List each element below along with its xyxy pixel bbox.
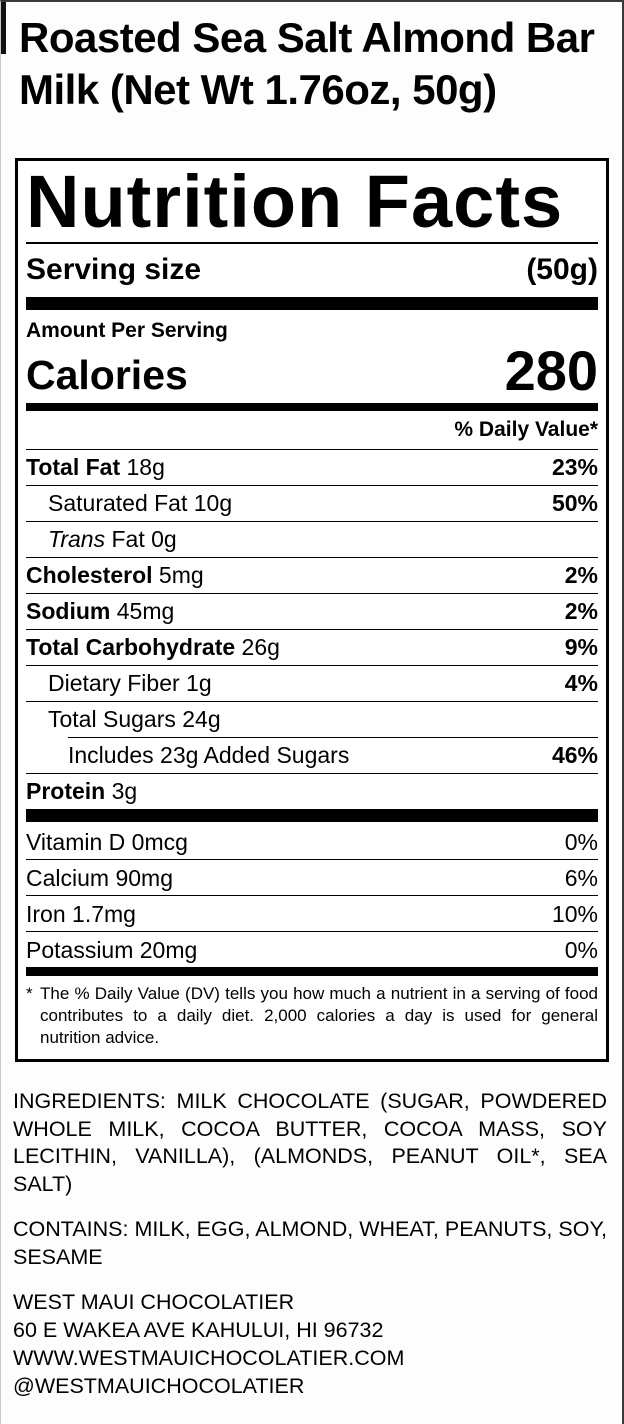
- nutrition-facts-panel: [15, 158, 609, 1062]
- nutrient-name: Total Carbohydrate: [26, 634, 236, 661]
- row-saturated-fat: [26, 485, 598, 521]
- nutrient-dv: 10%: [551, 900, 598, 927]
- nutrient-name: Vitamin D 0mcg: [26, 828, 188, 855]
- company-website: WWW.WESTMAUICHOCOLATIER.COM: [13, 1346, 405, 1371]
- nutrient-dv: 0%: [564, 936, 598, 963]
- nutrient-amount: Fat 0g: [111, 526, 177, 553]
- nutrient-amount: 3g: [111, 778, 138, 805]
- nutrient-dv: 23%: [551, 454, 598, 481]
- nutrient-dv: 46%: [551, 742, 598, 769]
- row-total-fat: [26, 449, 598, 485]
- row-dietary-fiber: [26, 665, 598, 701]
- row-calcium: [26, 859, 598, 895]
- nutrient-dv: 4%: [564, 670, 598, 697]
- row-protein: [26, 773, 598, 809]
- nutrient-name: Dietary Fiber: [48, 670, 180, 697]
- nutrient-name: Includes 23g Added Sugars: [68, 742, 350, 769]
- row-iron: [26, 895, 598, 931]
- nutrient-amount: 26g: [241, 634, 280, 661]
- company-name: WEST MAUI CHOCOLATIER: [13, 1290, 295, 1315]
- serving-size-label: Serving size: [26, 253, 202, 287]
- row-total-sugars: [26, 701, 598, 737]
- footnote-asterisk: *: [26, 984, 33, 1004]
- product-title: [1, 2, 622, 116]
- company-address: 60 E WAKEA AVE KAHULUI, HI 96732: [13, 1318, 384, 1343]
- thick-divider: [26, 809, 598, 822]
- medium-divider: [26, 403, 598, 411]
- row-cholesterol: [26, 557, 598, 593]
- nutrient-dv: 2%: [564, 562, 598, 589]
- nutrient-name: Total Fat: [26, 454, 121, 481]
- daily-value-footnote: [26, 976, 598, 1051]
- nutrient-dv: 6%: [564, 864, 598, 891]
- serving-size-value: (50g): [526, 253, 598, 287]
- thick-divider: [26, 297, 598, 310]
- manufacturer-info: [13, 1288, 607, 1400]
- daily-value-header: % Daily Value*: [454, 417, 598, 441]
- nutrient-amount: 5mg: [158, 562, 204, 589]
- nutrient-amount: 24g: [182, 706, 221, 733]
- allergens-text: CONTAINS: MILK, EGG, ALMOND, WHEAT, PEANUTS, SOY, SESAME: [13, 1217, 607, 1269]
- nutrient-amount: 1g: [186, 670, 212, 697]
- calories-row: [26, 339, 598, 403]
- nutrient-name: Potassium 20mg: [26, 936, 198, 963]
- product-title-line1: Roasted Sea Salt Almond Bar: [19, 14, 595, 61]
- nutrient-name: Saturated Fat: [48, 490, 188, 517]
- row-trans-fat: [26, 521, 598, 557]
- nutrient-dv: 50%: [551, 490, 598, 517]
- nutrient-amount: 45mg: [116, 598, 175, 625]
- nutrient-name: Calcium 90mg: [26, 864, 173, 891]
- row-sodium: [26, 593, 598, 629]
- row-vitamin-d: [26, 822, 598, 860]
- nutrient-name: Cholesterol: [26, 562, 153, 589]
- nutrient-name: Trans: [48, 526, 106, 553]
- nutrient-dv: 2%: [564, 598, 598, 625]
- row-potassium: [26, 931, 598, 967]
- footnote-text: The % Daily Value (DV) tells you how much a nutrient in a serving of food contributes to a daily diet. 2,000 calories a day is used for general nutrition advice.: [40, 984, 598, 1048]
- scrollbar-thumb[interactable]: [1, 2, 6, 54]
- nutrient-name: Sodium: [26, 598, 111, 625]
- product-title-line2: Milk (Net Wt 1.76oz, 50g): [19, 66, 497, 113]
- amount-per-serving-label: Amount Per Serving: [26, 319, 228, 343]
- serving-size-row: [26, 244, 598, 297]
- nutrient-amount: 10g: [193, 490, 233, 517]
- nutrient-dv: 0%: [564, 828, 598, 855]
- nutrition-facts-title: Nutrition Facts: [26, 160, 564, 243]
- nutrient-amount: 18g: [126, 454, 165, 481]
- nutrient-name: Iron 1.7mg: [26, 900, 136, 927]
- nutrient-name: Protein: [26, 778, 106, 805]
- nutrient-dv: 9%: [564, 634, 598, 661]
- calories-label: Calories: [26, 351, 188, 398]
- row-total-carbohydrate: [26, 629, 598, 665]
- ingredients-text: INGREDIENTS: MILK CHOCOLATE (SUGAR, POWDERED WHOLE MILK, COCOA BUTTER, COCOA MASS, SOY LECITHIN, VANILLA), (ALMONDS, PEANUT OIL*, SEA SALT): [13, 1089, 607, 1196]
- row-added-sugars: [68, 737, 598, 773]
- nutrient-name: Total Sugars: [48, 706, 176, 733]
- company-social-handle: @WESTMAUICHOCOLATIER: [13, 1374, 305, 1399]
- calories-value: 280: [504, 339, 598, 403]
- small-divider: [26, 967, 598, 976]
